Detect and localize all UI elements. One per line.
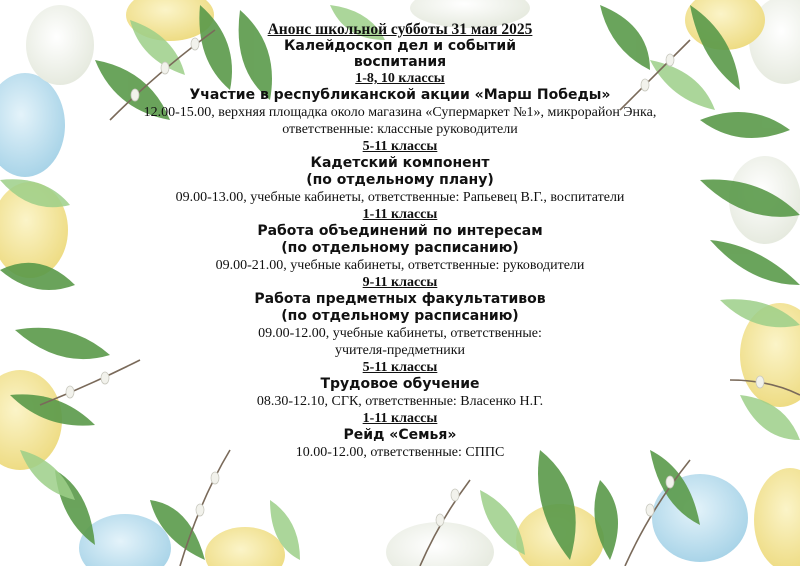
event-details: 09.00-21.00, учебные кабинеты, ответственные: руководители [215, 258, 585, 273]
event-item [110, 138, 690, 206]
event-grades: 1-11 классы [362, 411, 438, 426]
event-details: 12.00-15.00, верхняя площадка около магазина «Супермаркет №1», микрорайон Энка, [143, 105, 657, 120]
announcement-content [110, 22, 690, 461]
event-grades: 1-11 классы [362, 207, 438, 222]
event-details: 09.00-12.00, учебные кабинеты, ответственные: [258, 326, 542, 341]
announcement-subtitle-line-2: воспитания [353, 54, 447, 70]
event-item [110, 274, 690, 359]
event-heading: Рейд «Семья» [343, 427, 457, 443]
announcement-subtitle: Калейдоскоп дел и событий [283, 38, 517, 54]
event-heading: Участие в республиканской акции «Марш Победы» [189, 87, 611, 103]
event-item [110, 206, 690, 274]
event-grades: 9-11 классы [362, 275, 438, 290]
event-grades: 5-11 классы [362, 360, 438, 375]
event-heading: Кадетский компонент [310, 155, 490, 171]
event-details-line-2: учителя-предметники [334, 343, 466, 358]
event-grades: 5-11 классы [362, 139, 438, 154]
announcement-title: Анонс школьной субботы 31 мая 2025 [267, 21, 533, 38]
event-details-line-2: ответственные: классные руководители [282, 122, 518, 137]
event-heading: Работа объединений по интересам [257, 223, 543, 239]
event-details: 08.30-12.10, СГК, ответственные: Власенко Н.Г. [256, 394, 544, 409]
event-heading-line-2: (по отдельному плану) [306, 172, 494, 188]
event-details: 10.00-12.00, ответственные: СППС [295, 445, 505, 460]
event-item [110, 359, 690, 410]
event-item [110, 70, 690, 138]
event-item [110, 410, 690, 461]
event-grades: 1-8, 10 классы [355, 71, 445, 86]
event-details: 09.00-13.00, учебные кабинеты, ответственные: Рапьевец В.Г., воспитатели [175, 190, 625, 205]
event-heading-line-2: (по отдельному расписанию) [281, 308, 519, 324]
event-heading-line-2: (по отдельному расписанию) [281, 240, 519, 256]
event-heading: Работа предметных факультативов [254, 291, 546, 307]
event-heading: Трудовое обучение [320, 376, 480, 392]
